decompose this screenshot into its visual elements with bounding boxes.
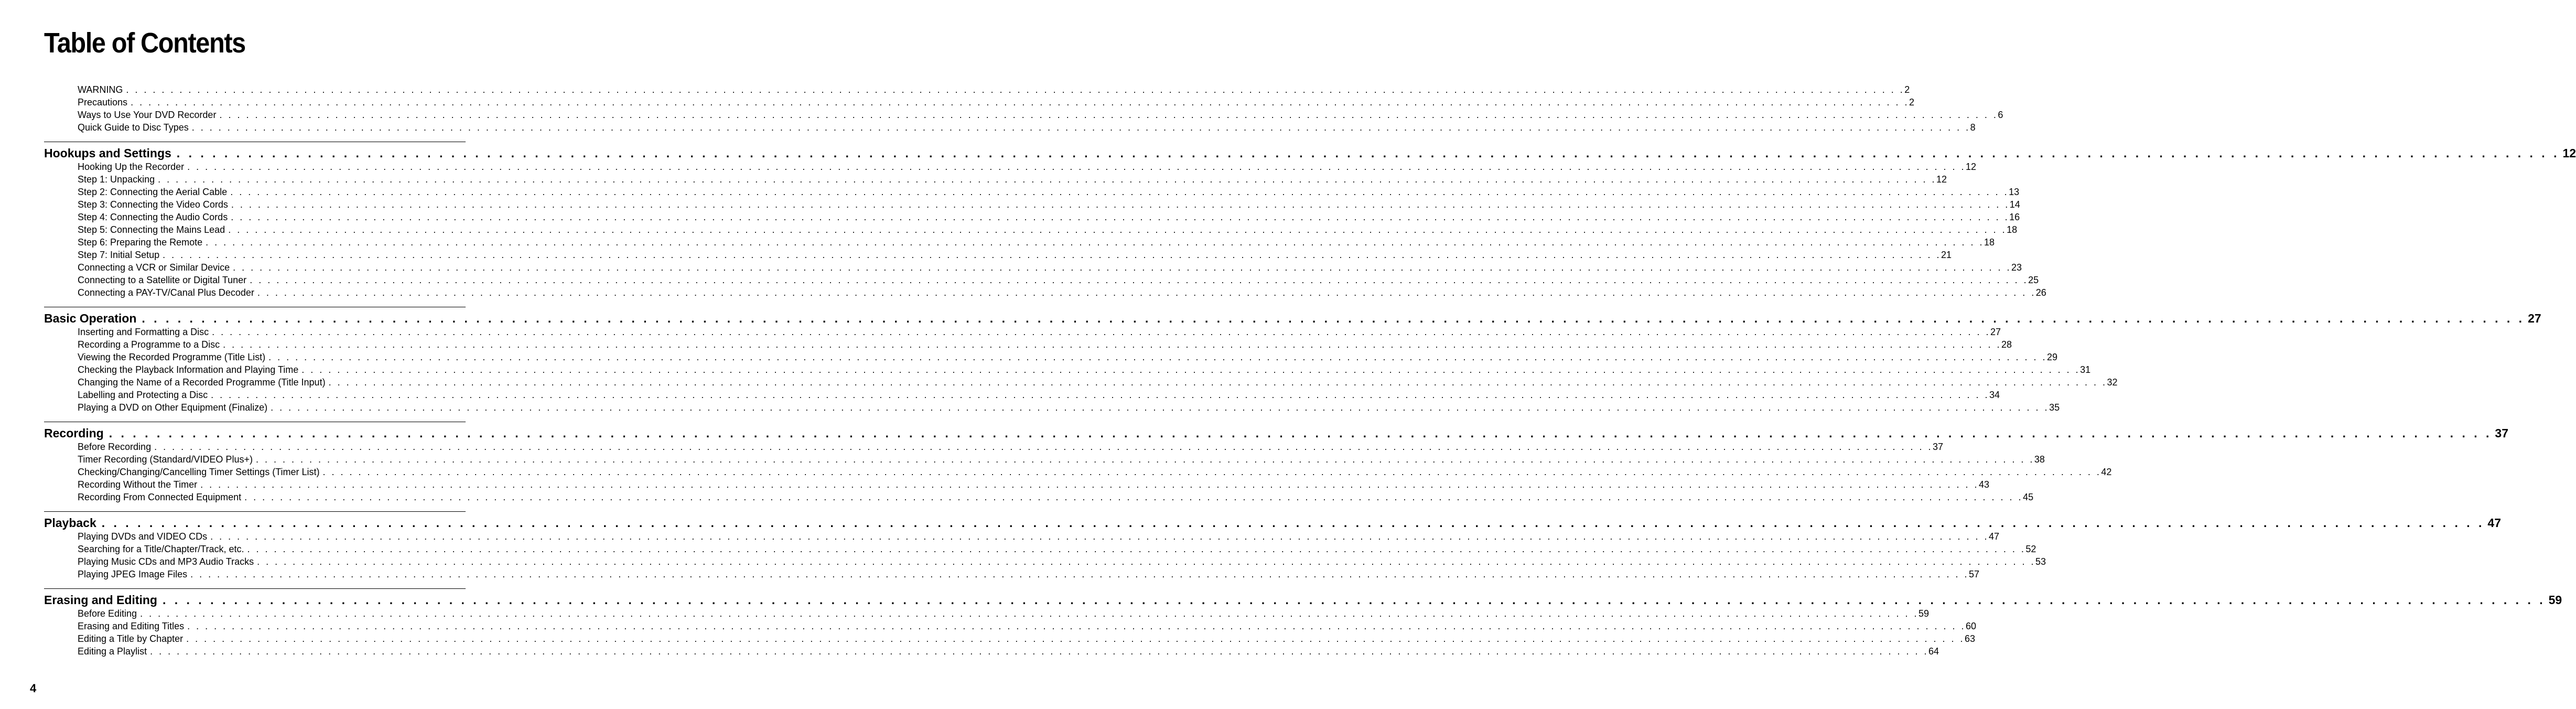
- dot-leader: . . . . . . . . . . . . . . . . . . . . . . . . . . . . . . . . . . . . . . . . . . . . . . . . . . . . . . . . . . . . . . . . . . . . . . . . . . . . . . . . . . . . . . . . . . . . . . . . . . . . . . . . . . . . . . . . . . . . . . . . . . . . . . . . . . . . . . . . . . . . . . . . . . . . . . . . . . . . . . . . . . . . . . . . . . . . . . . . . . . . . . . . . . . . . . . . . . . . . . . .: [131, 97, 1909, 108]
- toc-entry-title: Recording From Connected Equipment: [78, 492, 242, 502]
- toc-entry-page: 25: [2028, 275, 2039, 285]
- toc-entry-page: 6: [1998, 110, 2003, 120]
- dot-leader: . . . . . . . . . . . . . . . . . . . . . . . . . . . . . . . . . . . . . . . . . . . . . . . . . . . . . . . . . . . . . . . . . . . . . . . . . . . . . . . . . . . . . . . . . . . . . . . . . . . . . . . . . . . . . . . . . . . . . . . . . . . . . . . . . . . . . . . . . . . . . . . . . . . . . . . . . . . . . . . . . . . . . . . . . . . . . . . . . . . . . . . . . . . . . . . . . . . . . . . .: [271, 402, 2050, 413]
- page-number: 4: [30, 682, 37, 695]
- section-heading-page: 27: [2528, 311, 2541, 325]
- toc-entry-page: 14: [2009, 199, 2020, 210]
- section-heading-title: Playback: [44, 516, 96, 530]
- section-heading-page: 59: [2548, 593, 2562, 607]
- dot-leader: . . . . . . . . . . . . . . . . . . . . . . . . . . . . . . . . . . . . . . . . . . . . . . . . . . . . . . . . . . . . . . . . . . . . . . . . . . . . . . . . . . . . . . . . . . . . . . . . . . . . . . . . . . . . . . . . . . . . . . . . . . . . . . . . . . . . . . . . . . . . . . . . . . . . . . . . . . . . . . . . . . . . . . . . . . . . . . . . . . . . . . . . . . . . . . . . . . . . . . . .: [231, 199, 2010, 210]
- toc-entry-page: 35: [2049, 402, 2060, 413]
- toc-entry-page: 63: [1965, 633, 1976, 644]
- page-title: Table of Contents: [44, 27, 245, 59]
- toc-entry-page: 34: [1989, 390, 2000, 400]
- toc-entry-title: Precautions: [78, 97, 128, 108]
- toc-entry-title: Ways to Use Your DVD Recorder: [78, 110, 217, 120]
- toc-entry-title: Step 2: Connecting the Aerial Cable: [78, 187, 228, 197]
- toc-entry-title: Checking the Playback Information and Playing Time: [78, 364, 299, 375]
- toc-entry-title: Changing the Name of a Recorded Programme (Title Input): [78, 377, 326, 388]
- toc-entry[interactable]: [78, 261, 2022, 273]
- dot-leader: . . . . . . . . . . . . . . . . . . . . . . . . . . . . . . . . . . . . . . . . . . . . . . . . . . . . . . . . . . . . . . . . . . . . . . . . . . . . . . . . . . . . . . . . . . . . . . . . . . . . . . . . . . . . . . . . . . . . . . . . . . . . . . . . . . . . . . . . . . . . . . . . . . . . . . . . . . . . . . . . . . . . . . . . . . . . . . . . . . . . . . . . . . . . . . . . . . . . . . . .: [187, 162, 1966, 172]
- dot-leader: . . . . . . . . . . . . . . . . . . . . . . . . . . . . . . . . . . . . . . . . . . . . . . . . . . . . . . . . . . . . . . . . . . . . . . . . . . . . . . . . . . . . . . . . . . . . . . . . . . . . . . . . . . . . . . . . . . . . . . . . . . . . . . . . . . . . . . . . . . . . . . . . . . . . . . . . . . . . . . . . . . . . . . . . . . . . . . . . . . . . . . . . . . . . . . . . . . . . . . . .: [176, 146, 2560, 160]
- toc-entry-title: Hooking Up the Recorder: [78, 162, 185, 172]
- dot-leader: . . . . . . . . . . . . . . . . . . . . . . . . . . . . . . . . . . . . . . . . . . . . . . . . . . . . . . . . . . . . . . . . . . . . . . . . . . . . . . . . . . . . . . . . . . . . . . . . . . . . . . . . . . . . . . . . . . . . . . . . . . . . . . . . . . . . . . . . . . . . . . . . . . . . . . . . . . . . . . . . . . . . . . . . . . . . . . . . . . . . . . . . . . . . . . . . . . . . . . . .: [158, 174, 1936, 185]
- toc-entry-page: 29: [2047, 352, 2058, 362]
- toc-entry[interactable]: [78, 173, 1947, 185]
- toc-entry[interactable]: [78, 185, 2020, 198]
- toc-entry-page: 21: [1941, 250, 1952, 260]
- toc-entry-title: Before Recording: [78, 442, 152, 452]
- toc-entry-title: Playing a DVD on Other Equipment (Finalize): [78, 402, 268, 413]
- dot-leader: . . . . . . . . . . . . . . . . . . . . . . . . . . . . . . . . . . . . . . . . . . . . . . . . . . . . . . . . . . . . . . . . . . . . . . . . . . . . . . . . . . . . . . . . . . . . . . . . . . . . . . . . . . . . . . . . . . . . . . . . . . . . . . . . . . . . . . . . . . . . . . . . . . . . . . . . . . . . . . . . . . . . . . . . . . . . . . . . . . . . . . . . . . . . . . . . . . . . . . . .: [212, 327, 1991, 337]
- toc-entry[interactable]: [78, 555, 2046, 567]
- toc-entry-page: 38: [2034, 454, 2045, 465]
- toc-entry-title: Playing DVDs and VIDEO CDs: [78, 531, 208, 542]
- toc-entry[interactable]: [78, 235, 1995, 248]
- toc-entry-page: 43: [1978, 479, 1990, 490]
- table-of-contents: [44, 83, 2576, 657]
- toc-entry-page: 52: [2025, 544, 2036, 554]
- toc-entry-title: Connecting a VCR or Similar Device: [78, 262, 230, 273]
- toc-entry-title: Step 7: Initial Setup: [78, 250, 160, 260]
- toc-entry-page: 8: [1970, 122, 1976, 133]
- dot-leader: . . . . . . . . . . . . . . . . . . . . . . . . . . . . . . . . . . . . . . . . . . . . . . . . . . . . . . . . . . . . . . . . . . . . . . . . . . . . . . . . . . . . . . . . . . . . . . . . . . . . . . . . . . . . . . . . . . . . . . . . . . . . . . . . . . . . . . . . . . . . . . . . . . . . . . . . . . . . . . . . . . . . . . . . . . . . . . . . . . . . . . . . . . . . . . . . . . . . . . . .: [187, 621, 1966, 631]
- dot-leader: . . . . . . . . . . . . . . . . . . . . . . . . . . . . . . . . . . . . . . . . . . . . . . . . . . . . . . . . . . . . . . . . . . . . . . . . . . . . . . . . . . . . . . . . . . . . . . . . . . . . . . . . . . . . . . . . . . . . . . . . . . . . . . . . . . . . . . . . . . . . . . . . . . . . . . . . . . . . . . . . . . . . . . . . . . . . . . . . . . . . . . . . . . . . . . . . . . . . . . . .: [250, 275, 2029, 285]
- section-heading-title: Erasing and Editing: [44, 593, 157, 607]
- toc-entry[interactable]: [78, 325, 2001, 338]
- dot-leader: . . . . . . . . . . . . . . . . . . . . . . . . . . . . . . . . . . . . . . . . . . . . . . . . . . . . . . . . . . . . . . . . . . . . . . . . . . . . . . . . . . . . . . . . . . . . . . . . . . . . . . . . . . . . . . . . . . . . . . . . . . . . . . . . . . . . . . . . . . . . . . . . . . . . . . . . . . . . . . . . . . . . . . . . . . . . . . . . . . . . . . . . . . . . . . . . . . . . . . . .: [186, 633, 1965, 644]
- dot-leader: . . . . . . . . . . . . . . . . . . . . . . . . . . . . . . . . . . . . . . . . . . . . . . . . . . . . . . . . . . . . . . . . . . . . . . . . . . . . . . . . . . . . . . . . . . . . . . . . . . . . . . . . . . . . . . . . . . . . . . . . . . . . . . . . . . . . . . . . . . . . . . . . . . . . . . . . . . . . . . . . . . . . . . . . . . . . . . . . . . . . . . . . . . . . . . . . . . . . . . . .: [257, 556, 2036, 567]
- toc-entry[interactable]: [78, 607, 1929, 619]
- toc-entry-page: 37: [1932, 442, 1944, 452]
- dot-leader: . . . . . . . . . . . . . . . . . . . . . . . . . . . . . . . . . . . . . . . . . . . . . . . . . . . . . . . . . . . . . . . . . . . . . . . . . . . . . . . . . . . . . . . . . . . . . . . . . . . . . . . . . . . . . . . . . . . . . . . . . . . . . . . . . . . . . . . . . . . . . . . . . . . . . . . . . . . . . . . . . . . . . . . . . . . . . . . . . . . . . . . . . . . . . . . . . . . . . . . .: [233, 262, 2011, 273]
- toc-entry-title: Recording a Programme to a Disc: [78, 339, 220, 350]
- toc-entry-page: 18: [2007, 224, 2018, 235]
- toc-entry-title: Timer Recording (Standard/VIDEO Plus+): [78, 454, 253, 465]
- toc-entry[interactable]: [78, 453, 2045, 465]
- dot-leader: . . . . . . . . . . . . . . . . . . . . . . . . . . . . . . . . . . . . . . . . . . . . . . . . . . . . . . . . . . . . . . . . . . . . . . . . . . . . . . . . . . . . . . . . . . . . . . . . . . . . . . . . . . . . . . . . . . . . . . . . . . . . . . . . . . . . . . . . . . . . . . . . . . . . . . . . . . . . . . . . . . . . . . . . . . . . . . . . . . . . . . . . . . . . . . . . . . . . . . . .: [206, 237, 1985, 248]
- dot-leader: . . . . . . . . . . . . . . . . . . . . . . . . . . . . . . . . . . . . . . . . . . . . . . . . . . . . . . . . . . . . . . . . . . . . . . . . . . . . . . . . . . . . . . . . . . . . . . . . . . . . . . . . . . . . . . . . . . . . . . . . . . . . . . . . . . . . . . . . . . . . . . . . . . . . . . . . . . . . . . . . . . . . . . . . . . . . . . . . . . . . . . . . . . . . . . . . . . . . . . . .: [163, 250, 1941, 260]
- toc-section: [44, 511, 2502, 580]
- toc-entry-page: 16: [2009, 212, 2020, 222]
- dot-leader: . . . . . . . . . . . . . . . . . . . . . . . . . . . . . . . . . . . . . . . . . . . . . . . . . . . . . . . . . . . . . . . . . . . . . . . . . . . . . . . . . . . . . . . . . . . . . . . . . . . . . . . . . . . . . . . . . . . . . . . . . . . . . . . . . . . . . . . . . . . . . . . . . . . . . . . . . . . . . . . . . . . . . . . . . . . . . . . . . . . . . . . . . . . . . . . . . . . . . . . .: [244, 492, 2023, 502]
- dot-leader: . . . . . . . . . . . . . . . . . . . . . . . . . . . . . . . . . . . . . . . . . . . . . . . . . . . . . . . . . . . . . . . . . . . . . . . . . . . . . . . . . . . . . . . . . . . . . . . . . . . . . . . . . . . . . . . . . . . . . . . . . . . . . . . . . . . . . . . . . . . . . . . . . . . . . . . . . . . . . . . . . . . . . . . . . . . . . . . . . . . . . . . . . . . . . . . . . . . . . . . .: [328, 377, 2107, 388]
- dot-leader: . . . . . . . . . . . . . . . . . . . . . . . . . . . . . . . . . . . . . . . . . . . . . . . . . . . . . . . . . . . . . . . . . . . . . . . . . . . . . . . . . . . . . . . . . . . . . . . . . . . . . . . . . . . . . . . . . . . . . . . . . . . . . . . . . . . . . . . . . . . . . . . . . . . . . . . . . . . . . . . . . . . . . . . . . . . . . . . . . . . . . . . . . . . . . . . . . . . . . . . .: [109, 426, 2492, 440]
- toc-entry-page: 31: [2080, 364, 2091, 375]
- toc-entry[interactable]: [78, 375, 2118, 388]
- dot-leader: . . . . . . . . . . . . . . . . . . . . . . . . . . . . . . . . . . . . . . . . . . . . . . . . . . . . . . . . . . . . . . . . . . . . . . . . . . . . . . . . . . . . . . . . . . . . . . . . . . . . . . . . . . . . . . . . . . . . . . . . . . . . . . . . . . . . . . . . . . . . . . . . . . . . . . . . . . . . . . . . . . . . . . . . . . . . . . . . . . . . . . . . . . . . . . . . . . . . . . . .: [223, 339, 2001, 350]
- toc-entry[interactable]: [78, 388, 2000, 401]
- toc-entry[interactable]: [78, 619, 1977, 632]
- toc-entry-title: WARNING: [78, 84, 123, 95]
- toc-entry[interactable]: [78, 83, 1910, 95]
- dot-leader: . . . . . . . . . . . . . . . . . . . . . . . . . . . . . . . . . . . . . . . . . . . . . . . . . . . . . . . . . . . . . . . . . . . . . . . . . . . . . . . . . . . . . . . . . . . . . . . . . . . . . . . . . . . . . . . . . . . . . . . . . . . . . . . . . . . . . . . . . . . . . . . . . . . . . . . . . . . . . . . . . . . . . . . . . . . . . . . . . . . . . . . . . . . . . . . . . . . . . . . .: [191, 122, 1970, 133]
- toc-entry-page: 2: [1904, 84, 1910, 95]
- toc-entry[interactable]: [78, 210, 2020, 223]
- toc-entry-title: Before Editing: [78, 608, 137, 619]
- toc-entry-page: 42: [2101, 467, 2112, 477]
- toc-section: [44, 307, 2541, 413]
- toc-entry-page: 23: [2011, 262, 2022, 273]
- dot-leader: . . . . . . . . . . . . . . . . . . . . . . . . . . . . . . . . . . . . . . . . . . . . . . . . . . . . . . . . . . . . . . . . . . . . . . . . . . . . . . . . . . . . . . . . . . . . . . . . . . . . . . . . . . . . . . . . . . . . . . . . . . . . . . . . . . . . . . . . . . . . . . . . . . . . . . . . . . . . . . . . . . . . . . . . . . . . . . . . . . . . . . . . . . . . . . . . . . . . . . . .: [230, 187, 2009, 197]
- toc-entry[interactable]: [78, 338, 2012, 350]
- dot-leader: . . . . . . . . . . . . . . . . . . . . . . . . . . . . . . . . . . . . . . . . . . . . . . . . . . . . . . . . . . . . . . . . . . . . . . . . . . . . . . . . . . . . . . . . . . . . . . . . . . . . . . . . . . . . . . . . . . . . . . . . . . . . . . . . . . . . . . . . . . . . . . . . . . . . . . . . . . . . . . . . . . . . . . . . . . . . . . . . . . . . . . . . . . . . . . . . . . . . . . . .: [228, 224, 2007, 235]
- toc-entry-title: Editing a Title by Chapter: [78, 633, 184, 644]
- toc-entry-page: 32: [2107, 377, 2118, 388]
- toc-entry-page: 26: [2035, 287, 2046, 298]
- toc-entry-title: Step 5: Connecting the Mains Lead: [78, 224, 225, 235]
- toc-entry[interactable]: [78, 440, 1944, 453]
- toc-entry[interactable]: [78, 542, 2036, 555]
- section-heading[interactable]: [44, 511, 2502, 530]
- dot-leader: . . . . . . . . . . . . . . . . . . . . . . . . . . . . . . . . . . . . . . . . . . . . . . . . . . . . . . . . . . . . . . . . . . . . . . . . . . . . . . . . . . . . . . . . . . . . . . . . . . . . . . . . . . . . . . . . . . . . . . . . . . . . . . . . . . . . . . . . . . . . . . . . . . . . . . . . . . . . . . . . . . . . . . . . . . . . . . . . . . . . . . . . . . . . . . . . . . . . . . . .: [247, 544, 2026, 554]
- dot-leader: . . . . . . . . . . . . . . . . . . . . . . . . . . . . . . . . . . . . . . . . . . . . . . . . . . . . . . . . . . . . . . . . . . . . . . . . . . . . . . . . . . . . . . . . . . . . . . . . . . . . . . . . . . . . . . . . . . . . . . . . . . . . . . . . . . . . . . . . . . . . . . . . . . . . . . . . . . . . . . . . . . . . . . . . . . . . . . . . . . . . . . . . . . . . . . . . . . . . . . . .: [268, 352, 2047, 362]
- toc-entry[interactable]: [78, 363, 2091, 375]
- dot-leader: . . . . . . . . . . . . . . . . . . . . . . . . . . . . . . . . . . . . . . . . . . . . . . . . . . . . . . . . . . . . . . . . . . . . . . . . . . . . . . . . . . . . . . . . . . . . . . . . . . . . . . . . . . . . . . . . . . . . . . . . . . . . . . . . . . . . . . . . . . . . . . . . . . . . . . . . . . . . . . . . . . . . . . . . . . . . . . . . . . . . . . . . . . . . . . . . . . . . . . . .: [200, 479, 1979, 490]
- section-heading[interactable]: [44, 588, 2562, 607]
- dot-leader: . . . . . . . . . . . . . . . . . . . . . . . . . . . . . . . . . . . . . . . . . . . . . . . . . . . . . . . . . . . . . . . . . . . . . . . . . . . . . . . . . . . . . . . . . . . . . . . . . . . . . . . . . . . . . . . . . . . . . . . . . . . . . . . . . . . . . . . . . . . . . . . . . . . . . . . . . . . . . . . . . . . . . . . . . . . . . . . . . . . . . . . . . . . . . . . . . . . . . . . .: [322, 467, 2101, 477]
- toc-entry-page: 57: [1968, 569, 1980, 579]
- dot-leader: . . . . . . . . . . . . . . . . . . . . . . . . . . . . . . . . . . . . . . . . . . . . . . . . . . . . . . . . . . . . . . . . . . . . . . . . . . . . . . . . . . . . . . . . . . . . . . . . . . . . . . . . . . . . . . . . . . . . . . . . . . . . . . . . . . . . . . . . . . . . . . . . . . . . . . . . . . . . . . . . . . . . . . . . . . . . . . . . . . . . . . . . . . . . . . . . . . . . . . . .: [101, 516, 2485, 530]
- toc-sections: [44, 142, 2576, 657]
- toc-entry-page: 47: [1988, 531, 2000, 542]
- dot-leader: . . . . . . . . . . . . . . . . . . . . . . . . . . . . . . . . . . . . . . . . . . . . . . . . . . . . . . . . . . . . . . . . . . . . . . . . . . . . . . . . . . . . . . . . . . . . . . . . . . . . . . . . . . . . . . . . . . . . . . . . . . . . . . . . . . . . . . . . . . . . . . . . . . . . . . . . . . . . . . . . . . . . . . . . . . . . . . . . . . . . . . . . . . . . . . . . . . . . . . . .: [190, 569, 1969, 579]
- toc-entry-page: 13: [2009, 187, 2020, 197]
- intro-entries: [44, 83, 2003, 133]
- section-heading-title: Basic Operation: [44, 311, 137, 325]
- toc-entry[interactable]: [78, 567, 1980, 580]
- toc-entry-title: Step 6: Preparing the Remote: [78, 237, 203, 248]
- dot-leader: . . . . . . . . . . . . . . . . . . . . . . . . . . . . . . . . . . . . . . . . . . . . . . . . . . . . . . . . . . . . . . . . . . . . . . . . . . . . . . . . . . . . . . . . . . . . . . . . . . . . . . . . . . . . . . . . . . . . . . . . . . . . . . . . . . . . . . . . . . . . . . . . . . . . . . . . . . . . . . . . . . . . . . . . . . . . . . . . . . . . . . . . . . . . . . . . . . . . . . . .: [142, 311, 2525, 325]
- toc-entry-page: 12: [1966, 162, 1977, 172]
- toc-entry[interactable]: [78, 530, 2000, 542]
- toc-entry-title: Connecting a PAY-TV/Canal Plus Decoder: [78, 287, 254, 298]
- toc-entry-title: Viewing the Recorded Programme (Title List): [78, 352, 266, 362]
- dot-leader: . . . . . . . . . . . . . . . . . . . . . . . . . . . . . . . . . . . . . . . . . . . . . . . . . . . . . . . . . . . . . . . . . . . . . . . . . . . . . . . . . . . . . . . . . . . . . . . . . . . . . . . . . . . . . . . . . . . . . . . . . . . . . . . . . . . . . . . . . . . . . . . . . . . . . . . . . . . . . . . . . . . . . . . . . . . . . . . . . . . . . . . . . . . . . . . . . . . . . . . .: [255, 454, 2034, 465]
- section-heading[interactable]: [44, 142, 2576, 160]
- toc-entry-title: Step 4: Connecting the Audio Cords: [78, 212, 228, 222]
- toc-entry-page: 45: [2023, 492, 2034, 502]
- toc-entry-title: Quick Guide to Disc Types: [78, 122, 189, 133]
- toc-entry[interactable]: [78, 160, 1977, 173]
- toc-entry[interactable]: [78, 121, 1976, 133]
- toc-entry-title: Labelling and Protecting a Disc: [78, 390, 208, 400]
- dot-leader: . . . . . . . . . . . . . . . . . . . . . . . . . . . . . . . . . . . . . . . . . . . . . . . . . . . . . . . . . . . . . . . . . . . . . . . . . . . . . . . . . . . . . . . . . . . . . . . . . . . . . . . . . . . . . . . . . . . . . . . . . . . . . . . . . . . . . . . . . . . . . . . . . . . . . . . . . . . . . . . . . . . . . . . . . . . . . . . . . . . . . . . . . . . . . . . . . . . . . . . .: [140, 608, 1918, 619]
- toc-entry-page: 64: [1928, 646, 1939, 657]
- section-heading-title: Hookups and Settings: [44, 146, 171, 160]
- dot-leader: . . . . . . . . . . . . . . . . . . . . . . . . . . . . . . . . . . . . . . . . . . . . . . . . . . . . . . . . . . . . . . . . . . . . . . . . . . . . . . . . . . . . . . . . . . . . . . . . . . . . . . . . . . . . . . . . . . . . . . . . . . . . . . . . . . . . . . . . . . . . . . . . . . . . . . . . . . . . . . . . . . . . . . . . . . . . . . . . . . . . . . . . . . . . . . . . . . . . . . . .: [231, 212, 2010, 222]
- toc-entry-title: Editing a Playlist: [78, 646, 147, 657]
- toc-entry[interactable]: [78, 95, 1914, 108]
- toc-entry-page: 18: [1984, 237, 1995, 248]
- toc-entry[interactable]: [78, 401, 2060, 413]
- toc-entry-page: 59: [1918, 608, 1929, 619]
- dot-leader: . . . . . . . . . . . . . . . . . . . . . . . . . . . . . . . . . . . . . . . . . . . . . . . . . . . . . . . . . . . . . . . . . . . . . . . . . . . . . . . . . . . . . . . . . . . . . . . . . . . . . . . . . . . . . . . . . . . . . . . . . . . . . . . . . . . . . . . . . . . . . . . . . . . . . . . . . . . . . . . . . . . . . . . . . . . . . . . . . . . . . . . . . . . . . . . . . . . . . . . .: [211, 390, 1990, 400]
- toc-section: [44, 142, 2576, 298]
- toc-entry-title: Checking/Changing/Cancelling Timer Settings (Timer List): [78, 467, 320, 477]
- section-heading-page: 12: [2562, 146, 2576, 160]
- toc-entry[interactable]: [78, 644, 1939, 657]
- toc-entry-page: 12: [1936, 174, 1947, 185]
- section-heading-page: 37: [2495, 426, 2508, 440]
- dot-leader: . . . . . . . . . . . . . . . . . . . . . . . . . . . . . . . . . . . . . . . . . . . . . . . . . . . . . . . . . . . . . . . . . . . . . . . . . . . . . . . . . . . . . . . . . . . . . . . . . . . . . . . . . . . . . . . . . . . . . . . . . . . . . . . . . . . . . . . . . . . . . . . . . . . . . . . . . . . . . . . . . . . . . . . . . . . . . . . . . . . . . . . . . . . . . . . . . . . . . . . .: [257, 287, 2036, 298]
- toc-entry-title: Step 1: Unpacking: [78, 174, 155, 185]
- toc-section: [44, 588, 2562, 657]
- toc-entry-page: 27: [1990, 327, 2001, 337]
- toc-entry-title: Recording Without the Timer: [78, 479, 198, 490]
- toc-entry[interactable]: [78, 286, 2046, 298]
- toc-entry[interactable]: [78, 248, 1952, 261]
- toc-entry-title: Erasing and Editing Titles: [78, 621, 185, 631]
- toc-entry[interactable]: [78, 273, 2039, 286]
- toc-entry[interactable]: [78, 632, 1976, 644]
- dot-leader: . . . . . . . . . . . . . . . . . . . . . . . . . . . . . . . . . . . . . . . . . . . . . . . . . . . . . . . . . . . . . . . . . . . . . . . . . . . . . . . . . . . . . . . . . . . . . . . . . . . . . . . . . . . . . . . . . . . . . . . . . . . . . . . . . . . . . . . . . . . . . . . . . . . . . . . . . . . . . . . . . . . . . . . . . . . . . . . . . . . . . . . . . . . . . . . . . . . . . . . .: [154, 442, 1933, 452]
- toc-entry-title: Step 3: Connecting the Video Cords: [78, 199, 228, 210]
- dot-leader: . . . . . . . . . . . . . . . . . . . . . . . . . . . . . . . . . . . . . . . . . . . . . . . . . . . . . . . . . . . . . . . . . . . . . . . . . . . . . . . . . . . . . . . . . . . . . . . . . . . . . . . . . . . . . . . . . . . . . . . . . . . . . . . . . . . . . . . . . . . . . . . . . . . . . . . . . . . . . . . . . . . . . . . . . . . . . . . . . . . . . . . . . . . . . . . . . . . . . . . .: [126, 84, 1905, 95]
- section-heading[interactable]: [44, 307, 2541, 325]
- dot-leader: . . . . . . . . . . . . . . . . . . . . . . . . . . . . . . . . . . . . . . . . . . . . . . . . . . . . . . . . . . . . . . . . . . . . . . . . . . . . . . . . . . . . . . . . . . . . . . . . . . . . . . . . . . . . . . . . . . . . . . . . . . . . . . . . . . . . . . . . . . . . . . . . . . . . . . . . . . . . . . . . . . . . . . . . . . . . . . . . . . . . . . . . . . . . . . . . . . . . . . . .: [301, 364, 2081, 375]
- section-heading-title: Recording: [44, 426, 104, 440]
- toc-section: [44, 422, 2508, 503]
- toc-entry-title: Playing Music CDs and MP3 Audio Tracks: [78, 556, 254, 567]
- toc-entry-page: 2: [1909, 97, 1914, 108]
- toc-entry[interactable]: [78, 350, 2058, 363]
- dot-leader: . . . . . . . . . . . . . . . . . . . . . . . . . . . . . . . . . . . . . . . . . . . . . . . . . . . . . . . . . . . . . . . . . . . . . . . . . . . . . . . . . . . . . . . . . . . . . . . . . . . . . . . . . . . . . . . . . . . . . . . . . . . . . . . . . . . . . . . . . . . . . . . . . . . . . . . . . . . . . . . . . . . . . . . . . . . . . . . . . . . . . . . . . . . . . . . . . . . . . . . .: [210, 531, 1989, 542]
- dot-leader: . . . . . . . . . . . . . . . . . . . . . . . . . . . . . . . . . . . . . . . . . . . . . . . . . . . . . . . . . . . . . . . . . . . . . . . . . . . . . . . . . . . . . . . . . . . . . . . . . . . . . . . . . . . . . . . . . . . . . . . . . . . . . . . . . . . . . . . . . . . . . . . . . . . . . . . . . . . . . . . . . . . . . . . . . . . . . . . . . . . . . . . . . . . . . . . . . . . . . . . .: [150, 646, 1928, 657]
- toc-entry-title: Searching for a Title/Chapter/Track, etc.: [78, 544, 244, 554]
- toc-entry[interactable]: [78, 198, 2020, 210]
- toc-entry[interactable]: [78, 465, 2112, 478]
- dot-leader: . . . . . . . . . . . . . . . . . . . . . . . . . . . . . . . . . . . . . . . . . . . . . . . . . . . . . . . . . . . . . . . . . . . . . . . . . . . . . . . . . . . . . . . . . . . . . . . . . . . . . . . . . . . . . . . . . . . . . . . . . . . . . . . . . . . . . . . . . . . . . . . . . . . . . . . . . . . . . . . . . . . . . . . . . . . . . . . . . . . . . . . . . . . . . . . . . . . . . . . .: [162, 593, 2546, 607]
- toc-entry-title: Inserting and Formatting a Disc: [78, 327, 209, 337]
- toc-entry[interactable]: [78, 478, 1990, 490]
- toc-entry-page: 28: [2001, 339, 2012, 350]
- toc-entry-title: Connecting to a Satellite or Digital Tuner: [78, 275, 247, 285]
- toc-entry-title: Playing JPEG Image Files: [78, 569, 188, 579]
- section-heading[interactable]: [44, 422, 2508, 440]
- dot-leader: . . . . . . . . . . . . . . . . . . . . . . . . . . . . . . . . . . . . . . . . . . . . . . . . . . . . . . . . . . . . . . . . . . . . . . . . . . . . . . . . . . . . . . . . . . . . . . . . . . . . . . . . . . . . . . . . . . . . . . . . . . . . . . . . . . . . . . . . . . . . . . . . . . . . . . . . . . . . . . . . . . . . . . . . . . . . . . . . . . . . . . . . . . . . . . . . . . . . . . . .: [219, 110, 1998, 120]
- toc-entry-page: 60: [1966, 621, 1977, 631]
- toc-entry[interactable]: [78, 490, 2034, 503]
- section-heading-page: 47: [2487, 516, 2502, 530]
- toc-entry[interactable]: [78, 108, 2003, 121]
- toc-entry-page: 53: [2035, 556, 2046, 567]
- toc-entry[interactable]: [78, 223, 2018, 235]
